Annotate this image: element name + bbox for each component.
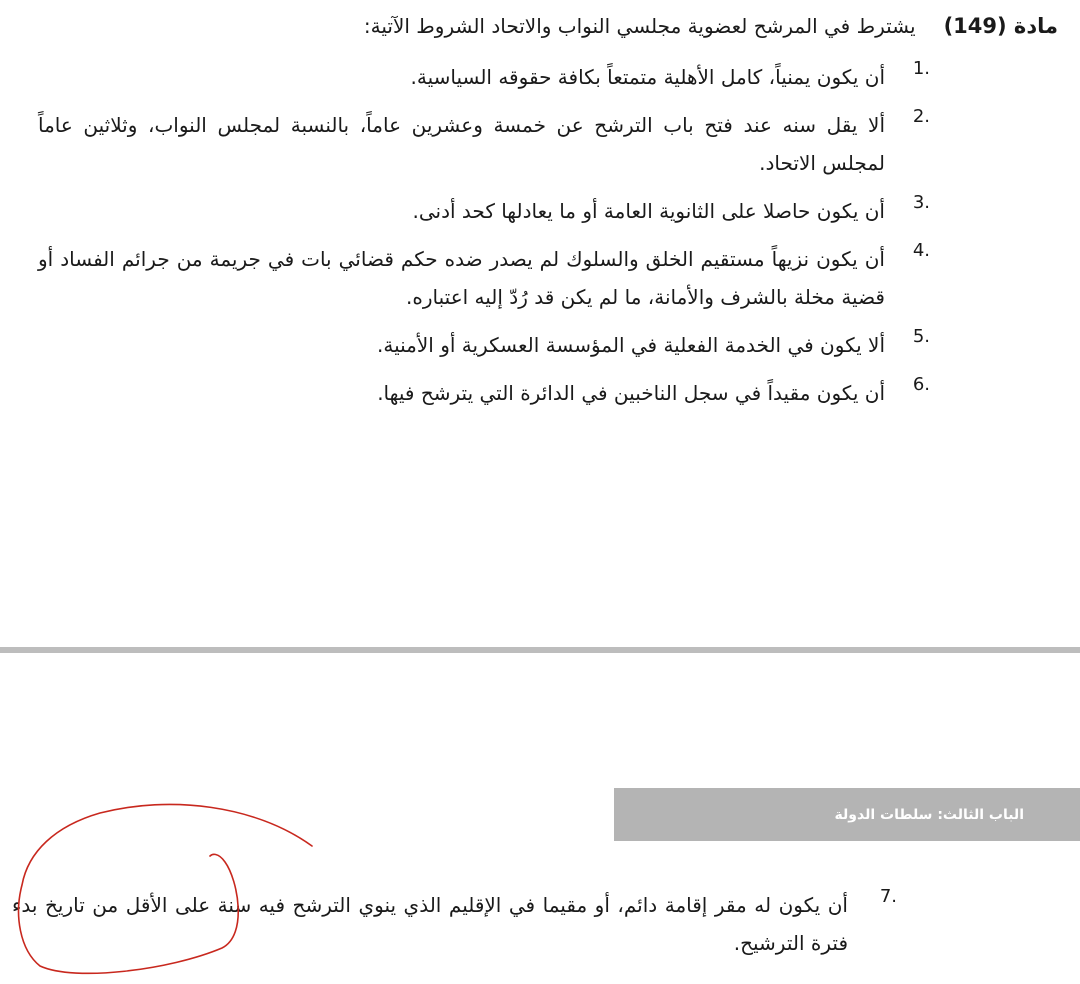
- condition-text: أن يكون نزيهاً مستقيم الخلق والسلوك لم يصدر ضده حكم قضائي بات في جريمة من جرائم الفساد أو قضية مخلة بالشرف والأمانة، ما لم يكن قد رُدّ إليه اعتباره.: [38, 247, 885, 309]
- condition-item-5: [0, 326, 1080, 364]
- condition-item-6: [0, 374, 1080, 412]
- condition-item-3: [0, 192, 1080, 230]
- condition-text: ألا يقل سنه عند فتح باب الترشح عن خمسة وعشرين عاماً، بالنسبة لمجلس النواب، وثلاثين عاماً لمجلس الاتحاد.: [38, 113, 885, 175]
- chapter-header: [614, 788, 1080, 841]
- condition-text: ألا يكون في الخدمة الفعلية في المؤسسة العسكرية أو الأمنية.: [377, 333, 885, 357]
- condition-text: أن يكون له مقر إقامة دائم، أو مقيما في الإقليم الذي ينوي الترشح فيه سنة على الأقل من تاريخ بدء فترة الترشيح.: [12, 893, 848, 955]
- condition-number: 2.: [912, 106, 930, 127]
- page-divider: [0, 647, 1080, 653]
- condition-number: 6.: [912, 374, 930, 395]
- chapter-title: الباب الثالث: سلطات الدولة: [834, 806, 1024, 823]
- condition-item-1: [0, 58, 1080, 96]
- article-header: [18, 14, 1058, 38]
- condition-number: 3.: [912, 192, 930, 213]
- condition-text: أن يكون مقيداً في سجل الناخبين في الدائرة التي يترشح فيها.: [377, 381, 885, 405]
- condition-number: 4.: [912, 240, 930, 261]
- article-intro: يشترط في المرشح لعضوية مجلسي النواب والاتحاد الشروط الآتية:: [363, 14, 916, 38]
- condition-item-4: [0, 240, 1080, 316]
- conditions-list: [0, 58, 1080, 422]
- article-number: مادة (149): [943, 14, 1058, 38]
- condition-number: 5.: [912, 326, 930, 347]
- condition-number: 7.: [879, 886, 897, 907]
- condition-text: أن يكون يمنياً، كامل الأهلية متمتعاً بكافة حقوقه السياسية.: [410, 65, 885, 89]
- condition-item-7: [0, 886, 1080, 962]
- condition-number: 1.: [912, 58, 930, 79]
- condition-item-2: [0, 106, 1080, 182]
- condition-text: أن يكون حاصلا على الثانوية العامة أو ما يعادلها كحد أدنى.: [412, 199, 885, 223]
